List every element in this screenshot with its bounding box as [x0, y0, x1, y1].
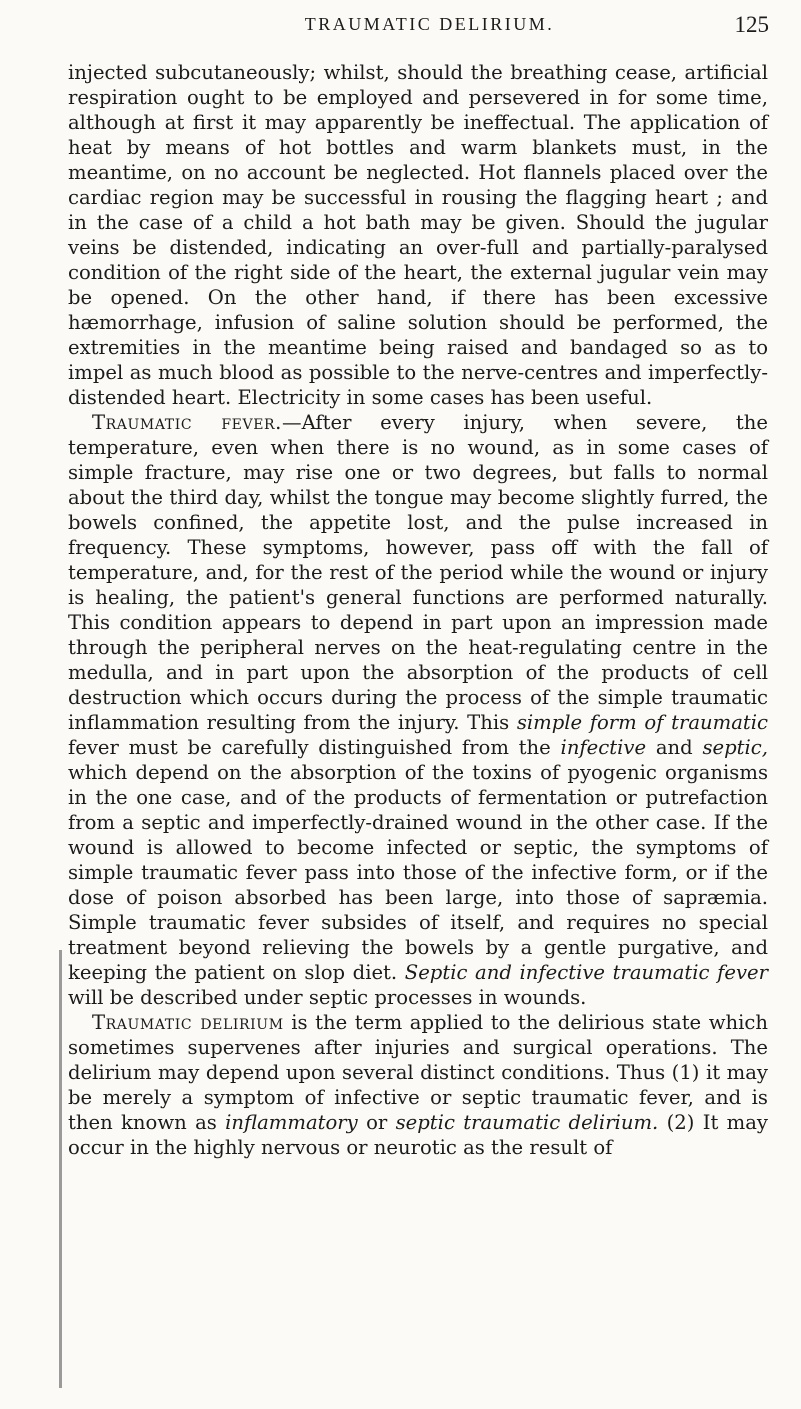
- page-number: 125: [734, 12, 769, 37]
- body-text: [68, 60, 768, 1160]
- paragraph-traumatic-delirium: Traumatic delirium is the term applied to the delirious state which sometimes supervenes after injuries and surgical operations. The delirium may depend upon several distinct conditions. Thus (1) it may be merely a symptom of infective or septic traumatic fever, and is then known as inflammatory or septic traumatic delirium. (2) It may occur in the highly nervous or neurotic as the result of: [68, 1011, 768, 1159]
- paragraph-resuscitation: injected subcutaneously; whilst, should the breathing cease, artificial respiration ought to be employed and persevered in for some time, although at first it may apparently be ineffectual. The application of heat by means of hot bottles and warm blankets must, in the meantime, on no account be neglected. Hot flannels placed over the cardiac region may be successful in rousing the flagging heart ; and in the case of a child a hot bath may be given. Should the jugular veins be distended, indicating an over-full and partially-paralysed condition of the right side of the heart, the external jugular vein may be opened. On the other hand, if there has been excessive hæmorrhage, infusion of saline solution should be performed, the extremities in the meantime being raised and bandaged so as to impel as much blood as possible to the nerve-centres and imperfectly-distended heart. Electricity in some cases has been useful.: [68, 61, 768, 409]
- section-heading-traumatic-delirium: Traumatic delirium: [92, 1011, 284, 1034]
- section-heading-traumatic-fever: Traumatic fever.: [92, 411, 283, 434]
- running-title: TRAUMATIC DELIRIUM.: [304, 14, 555, 34]
- page-header: [70, 12, 769, 40]
- paragraph-traumatic-fever: Traumatic fever.—After every injury, when severe, the temperature, even when there is no wound, as in some cases of simple fracture, may rise one or two degrees, but falls to normal about the third day, whilst the tongue may become slightly furred, the bowels confined, the appetite lost, and the pulse increased in frequency. These symptoms, however, pass off with the fall of temperature, and, for the rest of the period while the wound or injury is healing, the patient's general functions are performed naturally. This condition appears to depend in part upon an impression made through the peripheral nerves on the heat-regulating centre in the medulla, and in part upon the absorption of the products of cell destruction which occurs during the process of the simple traumatic inflammation resulting from the injury. This simple form of traumatic fever must be carefully distinguished from the infective and septic, which depend on the absorption of the toxins of pyogenic organisms in the one case, and of the products of fermentation or putrefaction from a septic and imperfectly-drained wound in the other case. If the wound is allowed to become infected or septic, the symptoms of simple traumatic fever pass into those of the infective form, or if the dose of poison absorbed has been large, into those of sapræmia. Simple traumatic fever subsides of itself, and requires no special treatment beyond relieving the bowels by a gentle purgative, and keeping the patient on slop diet. Septic and infective traumatic fever will be described under septic processes in wounds.: [68, 411, 769, 1009]
- margin-rule: [59, 950, 62, 1388]
